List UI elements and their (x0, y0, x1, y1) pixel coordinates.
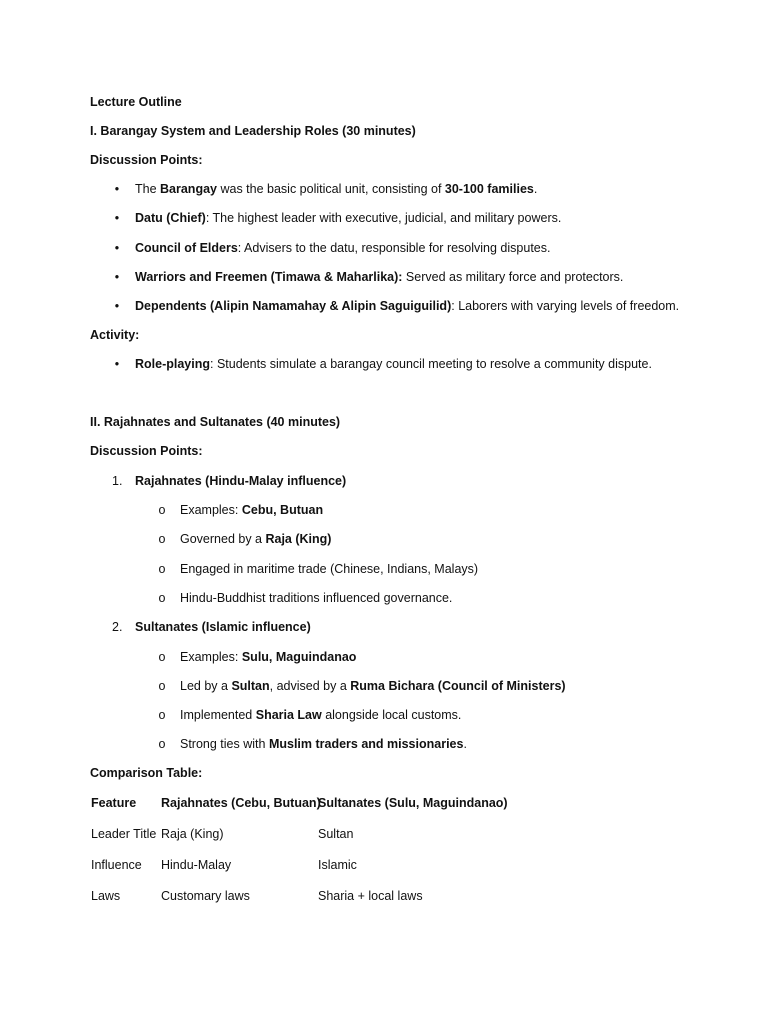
bullet-icon: • (114, 211, 120, 225)
table-cell: Raja (King) (161, 827, 224, 841)
comparison-table-label: Comparison Table: (90, 766, 203, 780)
list-item: Implemented Sharia Law alongside local customs. (180, 708, 462, 722)
table-cell: Leader Title (91, 827, 157, 841)
list-number: 1. (112, 474, 123, 488)
sub-bullet-icon: o (158, 562, 166, 576)
rajahnates-heading: Rajahnates (Hindu-Malay influence) (135, 474, 347, 488)
sub-bullet-icon: o (158, 679, 166, 693)
bullet-icon: • (114, 182, 120, 196)
table-header-cell: Sultanates (Sulu, Maguindanao) (318, 796, 508, 810)
list-item: Dependents (Alipin Namamahay & Alipin Saguiguilid): Laborers with varying levels of freedom. (135, 299, 680, 313)
list-item: Governed by a Raja (King) (180, 532, 332, 546)
list-item: Examples: Cebu, Butuan (180, 503, 324, 517)
sub-bullet-icon: o (158, 737, 166, 751)
list-item: Warriors and Freemen (Timawa & Maharlika): Served as military force and protectors. (135, 270, 624, 284)
table-header-cell: Rajahnates (Cebu, Butuan) (161, 796, 321, 810)
list-item: Strong ties with Muslim traders and missionaries. (180, 737, 467, 751)
bullet-icon: • (114, 241, 120, 255)
lecture-outline-heading: Lecture Outline (90, 95, 182, 109)
table-header-cell: Feature (91, 796, 137, 810)
table-cell: Islamic (318, 858, 357, 872)
sub-bullet-icon: o (158, 503, 166, 517)
list-item: Engaged in maritime trade (Chinese, Indians, Malays) (180, 562, 479, 576)
list-number: 2. (112, 620, 123, 634)
section-1-discussion-label: Discussion Points: (90, 153, 203, 167)
section-1-title: I. Barangay System and Leadership Roles (30 minutes) (90, 124, 416, 138)
sub-bullet-icon: o (158, 591, 166, 605)
table-cell: Customary laws (161, 889, 250, 903)
list-item: Council of Elders: Advisers to the datu, responsible for resolving disputes. (135, 241, 551, 255)
table-cell: Sultan (318, 827, 354, 841)
sub-bullet-icon: o (158, 708, 166, 722)
section-2-discussion-label: Discussion Points: (90, 444, 203, 458)
bullet-icon: • (114, 270, 120, 284)
activity-item: Role-playing: Students simulate a barangay council meeting to resolve a community dispute. (135, 357, 652, 371)
table-cell: Influence (91, 858, 142, 872)
sub-bullet-icon: o (158, 532, 166, 546)
list-item: Led by a Sultan, advised by a Ruma Bichara (Council of Ministers) (180, 679, 566, 693)
list-item: Datu (Chief): The highest leader with executive, judicial, and military powers. (135, 211, 562, 225)
table-cell: Laws (91, 889, 121, 903)
sultanates-heading: Sultanates (Islamic influence) (135, 620, 311, 634)
list-item: Examples: Sulu, Maguindanao (180, 650, 357, 664)
list-item: Hindu-Buddhist traditions influenced governance. (180, 591, 453, 605)
table-cell: Hindu-Malay (161, 858, 232, 872)
activity-label: Activity: (90, 328, 140, 342)
sub-bullet-icon: o (158, 650, 166, 664)
table-cell: Sharia + local laws (318, 889, 423, 903)
bullet-icon: • (114, 299, 120, 313)
bullet-icon: • (114, 357, 120, 371)
list-item: The Barangay was the basic political unit, consisting of 30-100 families. (135, 182, 538, 196)
section-2-title: II. Rajahnates and Sultanates (40 minutes) (90, 415, 341, 429)
